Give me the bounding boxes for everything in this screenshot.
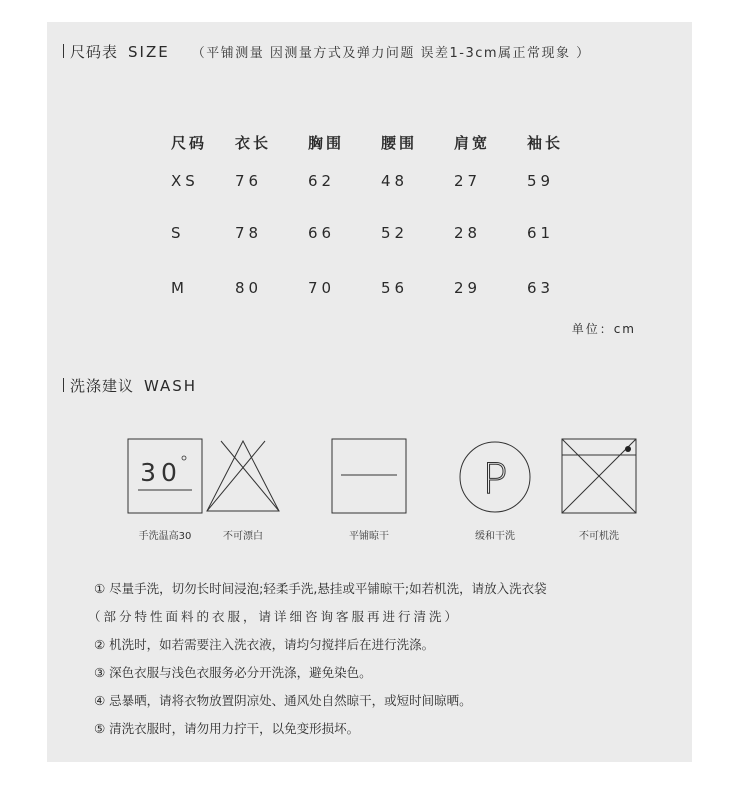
care-item-dry-clean	[445, 437, 545, 542]
care-label: 缓和干洗	[475, 531, 515, 542]
flat-dry-icon	[329, 437, 409, 517]
wash-title-cn: 洗涤建议	[70, 377, 135, 395]
header-chest: 胸围	[308, 134, 345, 152]
table-row	[162, 277, 600, 332]
header-waist: 腰围	[381, 134, 418, 152]
size-title-cn: 尺码表	[70, 43, 119, 61]
cell-shoulder: 27	[454, 172, 482, 190]
cell-shoulder: 29	[454, 279, 482, 297]
no-bleach-icon	[203, 437, 283, 517]
table-row	[162, 222, 600, 277]
care-label: 手洗温高30	[138, 531, 192, 542]
cell-waist: 52	[381, 224, 409, 242]
wash-section-title	[63, 375, 197, 396]
care-label: 不可机洗	[579, 531, 619, 542]
wash-temp-text: 30	[140, 458, 182, 487]
cell-waist: 56	[381, 279, 409, 297]
title-bar	[63, 378, 64, 392]
care-item-flat-dry	[319, 437, 419, 542]
header-sleeve: 袖长	[527, 134, 564, 152]
cell-shoulder: 28	[454, 224, 482, 242]
instruction-item: ⑤ 清洗衣服时，请勿用力拧干，以免变形损坏。	[94, 721, 360, 736]
cell-length: 78	[235, 224, 263, 242]
care-label: 平铺晾干	[349, 531, 389, 542]
table-row	[162, 168, 600, 222]
table-header-row	[162, 130, 600, 168]
size-chart-table	[162, 130, 600, 332]
cell-chest: 62	[308, 172, 336, 190]
instruction-item: ② 机洗时，如若需要注入洗衣液，请均匀搅拌后在进行洗涤。	[94, 637, 435, 652]
cell-length: 76	[235, 172, 263, 190]
care-item-no-bleach	[193, 437, 293, 542]
no-machine-wash-icon	[559, 437, 639, 517]
cell-size: M	[171, 279, 188, 297]
wash-instructions	[88, 575, 684, 743]
size-title-en: SIZE	[128, 43, 170, 61]
instruction-item: ④ 忌暴晒，请将衣物放置阴凉处、通风处自然晾干，或短时间晾晒。	[94, 693, 472, 708]
cell-sleeve: 63	[527, 279, 555, 297]
wash-title-en: WASH	[144, 377, 198, 395]
cell-sleeve: 59	[527, 172, 555, 190]
dry-clean-p-icon	[455, 437, 535, 517]
dry-clean-letter: P	[482, 454, 508, 503]
unit-label: 单位：cm	[571, 322, 636, 336]
cell-size: S	[171, 224, 185, 242]
header-shoulder: 肩宽	[454, 134, 491, 152]
title-bar	[63, 44, 64, 58]
cell-length: 80	[235, 279, 263, 297]
cell-size: XS	[171, 172, 199, 190]
size-section-title	[63, 41, 591, 62]
cell-chest: 66	[308, 224, 336, 242]
instruction-item: （部分特性面料的衣服，请详细咨询客服再进行清洗）	[88, 609, 461, 624]
product-info-panel	[47, 22, 692, 762]
header-length: 衣长	[235, 134, 272, 152]
cell-sleeve: 61	[527, 224, 555, 242]
header-size: 尺码	[171, 134, 208, 152]
care-label: 不可漂白	[223, 531, 263, 542]
care-item-no-machine-wash	[549, 437, 649, 542]
instruction-item: ③ 深色衣服与浅色衣服务必分开洗涤，避免染色。	[94, 665, 372, 680]
instruction-item: ① 尽量手洗，切勿长时间浸泡;轻柔手洗,悬挂或平铺晾干;如若机洗，请放入洗衣袋	[94, 581, 547, 596]
measurement-note: （平铺测量 因测量方式及弹力问题 误差1-3cm属正常现象 ）	[191, 46, 591, 61]
cell-chest: 70	[308, 279, 336, 297]
cell-waist: 48	[381, 172, 409, 190]
